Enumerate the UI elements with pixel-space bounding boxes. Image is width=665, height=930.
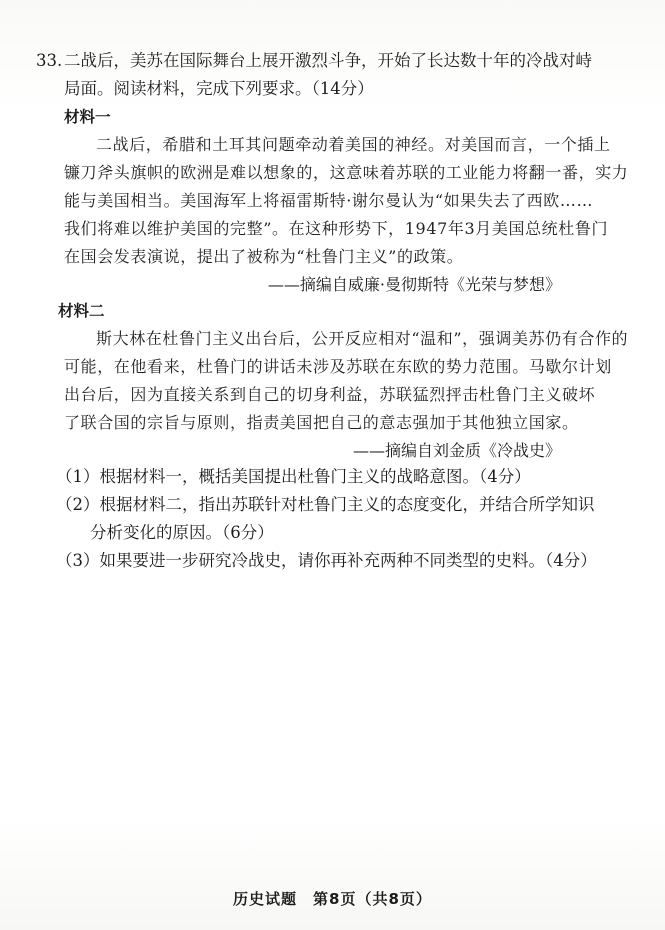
sub-question-2-line-1: （2）根据材料二，指出苏联针对杜鲁门主义的态度变化，并结合所学知识: [56, 495, 595, 514]
material-2-line-1: 斯大林在杜鲁门主义出台后，公开反应相对“温和”，强调美苏仍有合作的: [96, 329, 629, 348]
material-1-line-4: 我们将难以维护美国的完整”。在这种形势下，1947年3月美国总统杜鲁门: [64, 219, 609, 238]
page-footer: 历史试题 第8页（共8页）: [233, 890, 432, 908]
sub-question-3: （3）如果要进一步研究冷战史，请你再补充两种不同类型的史料。（4分）: [56, 551, 597, 570]
material-2-line-4: 了联合国的宗旨与原则，指责美国把自己的意志强加于其他独立国家。: [64, 413, 579, 432]
sub-question-1: （1）根据材料一，概括美国提出杜鲁门主义的战略意图。（4分）: [56, 467, 531, 486]
material-2-heading: 材料二: [58, 302, 105, 320]
question-stem-line-1: 二战后，美苏在国际舞台上展开激烈斗争，开始了长达数十年的冷战对峙: [64, 51, 592, 70]
sub-question-2-line-2: 分析变化的原因。（6分）: [90, 523, 274, 542]
material-1-line-1: 二战后，希腊和土耳其问题牵动着美国的神经。对美国而言，一个插上: [96, 135, 611, 154]
question-number: 33.: [36, 51, 63, 70]
material-1-line-5: 在国会发表演说，提出了被称为“杜鲁门主义”的政策。: [64, 247, 464, 266]
material-1-line-3: 能与美国相当。美国海军上将福雷斯特·谢尔曼认为“如果失去了西欧……: [64, 191, 594, 210]
material-2-line-2: 可能，在他看来，杜鲁门的讲话未涉及苏联在东欧的势力范围。马歇尔计划: [64, 357, 612, 376]
material-1-heading: 材料一: [64, 108, 111, 126]
material-1-source: ——摘编自威廉·曼彻斯特《光荣与梦想》: [267, 275, 561, 294]
material-2-line-3: 出台后，因为直接关系到自己的切身利益，苏联猛烈抨击杜鲁门主义破坏: [64, 385, 596, 404]
material-2-source: ——摘编自刘金质《冷战史》: [352, 441, 561, 460]
question-stem-line-2: 局面。阅读材料，完成下列要求。（14分）: [64, 79, 374, 98]
material-1-line-2: 镰刀斧头旗帜的欧洲是难以想象的，这意味着苏联的工业能力将翻一番，实力: [64, 163, 629, 182]
